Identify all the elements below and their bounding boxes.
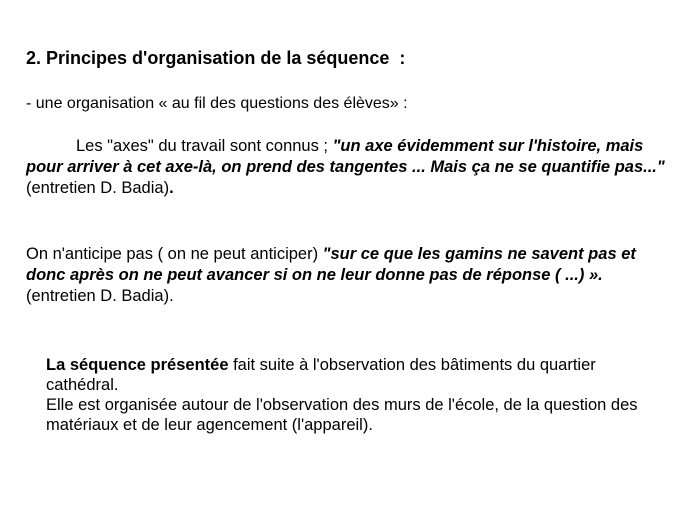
paragraph-axes-end: . (169, 179, 174, 197)
paragraph-sequence-line1 (46, 355, 666, 395)
paragraph-axes (26, 136, 666, 199)
paragraph-anticipation (26, 244, 666, 307)
slide-subtitle: - une organisation « au fil des questions des élèves» : (26, 95, 408, 112)
paragraph-sequence-line1-rest: fait suite à l'observation des bâtiments du quartier cathédral. (46, 356, 596, 394)
paragraph-axes-quote: "un axe évidemment sur l'histoire, mais pour arriver à cet axe-là, on prend des tangentes ... Mais ça ne se quantifie pas..." (26, 137, 665, 176)
paragraph-axes-intro: Les "axes" du travail sont connus ; (76, 137, 333, 155)
paragraph-sequence-lead: La séquence présentée (46, 356, 229, 374)
paragraph-anticipation-intro: On n'anticipe pas ( on ne peut anticiper) (26, 245, 323, 263)
paragraph-sequence-line2: Elle est organisée autour de l'observation des murs de l'école, de la question des matériaux et de leur agencement (l'appareil). (46, 396, 638, 434)
paragraph-axes-source: (entretien D. Badia) (26, 179, 170, 197)
paragraph-anticipation-quote: "sur ce que les gamins ne savent pas et donc après on ne peut avancer si on ne leur donne pas de réponse ( ...) ». (26, 245, 636, 284)
paragraph-anticipation-source: (entretien D. Badia). (26, 287, 174, 305)
paragraph-sequence (46, 355, 666, 435)
slide-title: 2. Principes d'organisation de la séquence : (26, 48, 406, 68)
